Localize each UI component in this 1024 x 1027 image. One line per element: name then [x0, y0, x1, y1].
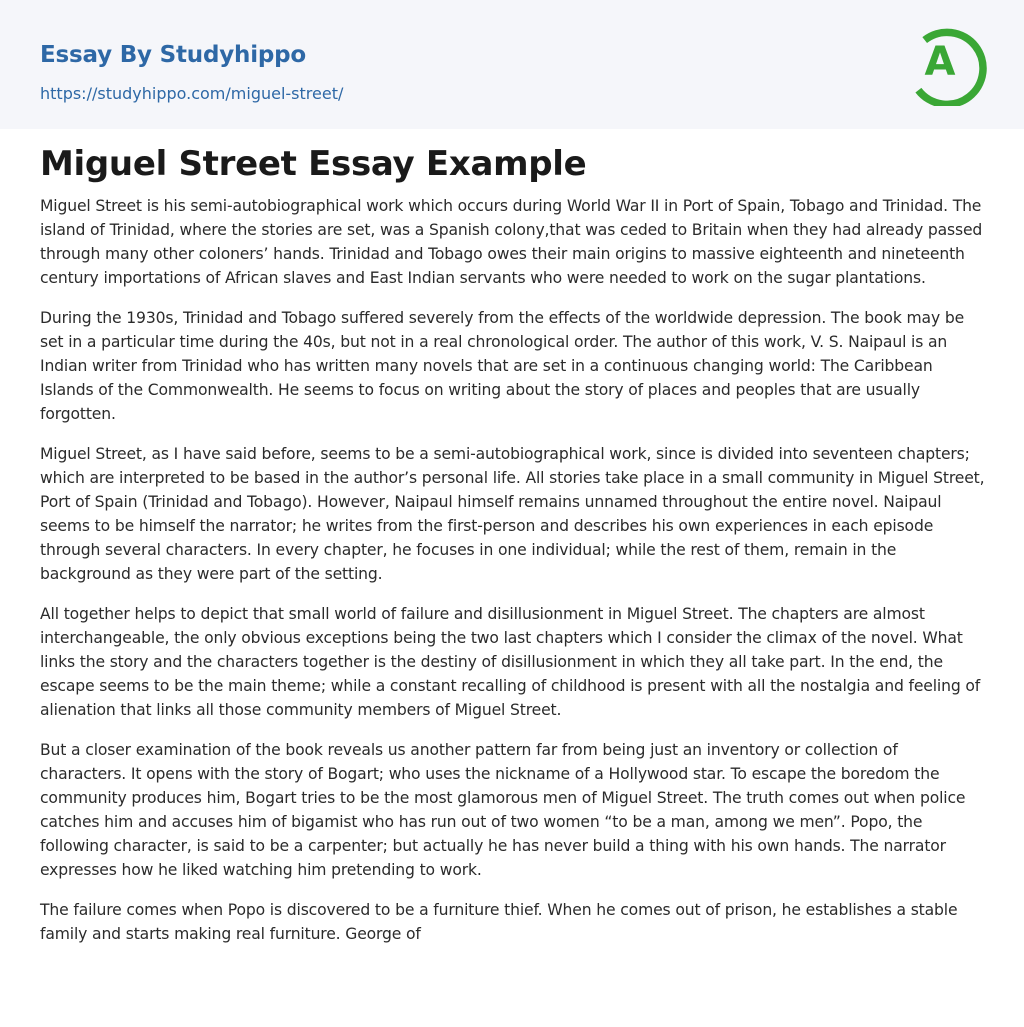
brand-name[interactable]: Essay By Studyhippo [40, 42, 307, 68]
logo-letter: A [924, 39, 956, 85]
essay-paragraph: Miguel Street is his semi-autobiographical work which occurs during World War II in Port of Spain, Tobago and Trinidad. The island of Trinidad, where the stories are set, was a Spanish colony,that was ceded to Britain when they had already passed through many other coloners’ hands. Trinidad and Tobago owes their main origins to massive eighteenth and nineteenth century importations of African slaves and East Indian servants who were needed to work on the sugar plantations. [40, 197, 983, 287]
essay-paragraph: The failure comes when Popo is discovered to be a furniture thief. When he comes out of prison, he establishes a stable family and starts making real furniture. George of [40, 901, 958, 943]
studyhippo-logo-icon[interactable] [908, 18, 988, 106]
page-url-link[interactable]: https://studyhippo.com/miguel-street/ [40, 84, 344, 103]
essay-paragraph: Miguel Street, as I have said before, seems to be a semi-autobiographical work, since is divided into seventeen chapters; which are interpreted to be based in the author’s personal life. All stories take place in a small community in Miguel Street, Port of Spain (Trinidad and Tobago). However, Naipaul himself remains unnamed throughout the entire novel. Naipaul seems to be himself the narrator; he writes from the first-person and describes his own experiences in each episode through several characters. In every chapter, he focuses in one individual; while the rest of them, remain in the background as they were part of the setting. [40, 445, 985, 583]
essay-paragraph: During the 1930s, Trinidad and Tobago suffered severely from the effects of the worldwide depression. The book may be set in a particular time during the 40s, but not in a real chronological order. The author of this work, V. S. Naipaul is an Indian writer from Trinidad who has written many novels that are set in a continuous changing world: The Caribbean Islands of the Commonwealth. He seems to focus on writing about the story of places and peoples that are usually forgotten. [40, 309, 965, 423]
essay-body [40, 194, 986, 962]
essay-paragraph: But a closer examination of the book reveals us another pattern far from being just an inventory or collection of characters. It opens with the story of Bogart; who uses the nickname of a Hollywood star. To escape the boredom the community produces him, Bogart tries to be the most glamorous men of Miguel Street. The truth comes out when police catches him and accuses him of bigamist who has run out of two women “to be a man, among we men”. Popo, the following character, is said to be a carpenter; but actually he has never build a thing with his own hands. The narrator expresses how he liked watching him pretending to work. [40, 741, 966, 879]
site-header [0, 0, 1024, 129]
essay-paragraph: All together helps to depict that small world of failure and disillusionment in Miguel Street. The chapters are almost interchangeable, the only obvious exceptions being the two last chapters which I consider the climax of the novel. What links the story and the characters together is the destiny of disillusionment in which they all take part. In the end, the escape seems to be the main theme; while a constant recalling of childhood is present with all the nostalgia and feeling of alienation that links all those community members of Miguel Street. [40, 605, 981, 719]
page-title: Miguel Street Essay Example [40, 144, 587, 184]
